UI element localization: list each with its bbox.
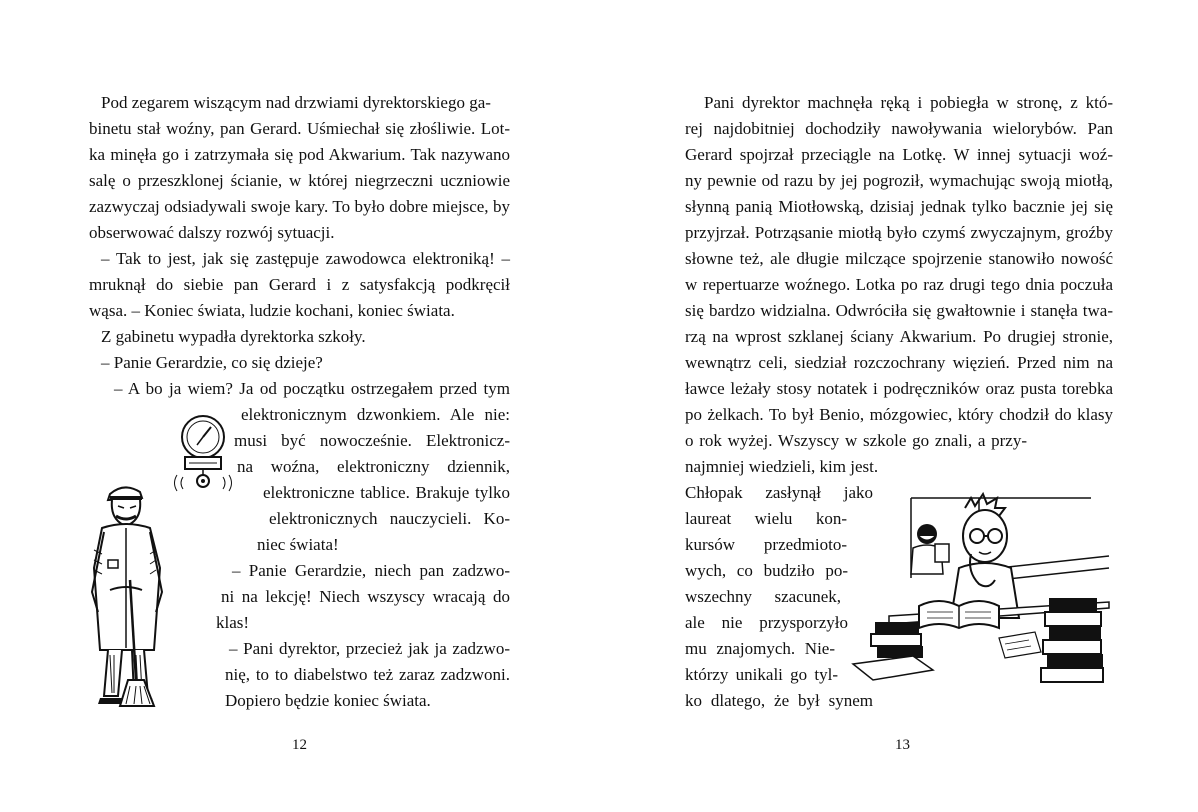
left-line-17: elektronicznych nauczycieli. Ko- [269,509,510,528]
left-line-23: nię, to to diabelstwo też zaraz zadzwoni. [225,665,510,684]
right-page [599,0,1198,812]
right-line-17: laureat wielu kon- [685,509,847,528]
right-line-13: po żelkach. To był Benio, mózgowiec, który chodził do klasy [685,405,1113,424]
right-line-24: ko dlatego, że był synem [685,691,873,710]
left-line-7: – Tak to jest, jak się zastępuje zawodowca elektroniką! – [101,249,510,268]
right-line-11: wewnątrz celi, siedział rozczochrany więzień. Przed nim na [685,353,1113,372]
right-line-19: wych, co budziło po- [685,561,848,580]
right-line-20: wszechny szacunek, [685,587,841,606]
right-line-3: Gerard spojrzał przeciągle na Lotkę. W innej sytuacji woź- [685,145,1113,164]
student-with-books-illustration [849,488,1111,698]
left-line-19: – Panie Gerardzie, niech pan zadzwo- [232,561,510,580]
left-line-1: Pod zegarem wiszącym nad drzwiami dyrektorskiego ga- [101,93,491,112]
right-line-21: ale nie przysporzyło [685,613,848,632]
left-line-9: wąsa. – Koniec świata, ludzie kochani, koniec świata. [89,301,455,320]
left-line-16: elektroniczne tablice. Brakuje tylko [263,483,510,502]
left-line-21: klas! [216,613,250,632]
left-line-13: elektronicznym dzwonkiem. Ale nie: [241,405,510,424]
left-line-4: salę o przeszklonej ścianie, w której niegrzeczni uczniowie [89,171,510,190]
right-line-15: najmniej wiedzieli, kim jest. [685,457,879,476]
right-line-5: słynną panią Miotłowską, dzisiaj jednak tylko bacznie jej się [685,197,1113,216]
page-number-left: 12 [292,737,307,753]
right-line-22: mu znajomych. Nie- [685,639,835,658]
right-line-4: ny pewnie od razu by jej pogroził, wymachując swoją miotłą, [685,171,1113,190]
right-line-18: kursów przedmioto- [685,535,847,554]
right-line-7: słowne też, ale długie milczące spojrzenie stanowiło nowość [685,249,1113,268]
right-line-8: w repertuarze woźnego. Lotka po raz drugi tego dnia poczuła [685,275,1113,294]
left-line-8: mruknął do siebie pan Gerard i z satysfakcją podkręcił [89,275,510,294]
right-line-1: Pani dyrektor machnęła ręką i pobiegła w stronę, z któ- [704,93,1113,112]
right-line-10: rzą na wprost szklanej ściany Akwarium. Po drugiej stronie, [685,327,1113,346]
left-line-12: – A bo ja wiem? Ja od początku ostrzegałem przed tym [114,379,510,398]
right-line-14: o rok wyżej. Wszyscy w szkole go znali, a przy- [685,431,1027,450]
left-line-6: obserwować dalszy rozwój sytuacji. [89,223,335,242]
page-number-right: 13 [895,737,910,753]
left-line-20: ni na lekcję! Niech wszyscy wracają do [221,587,510,606]
left-line-5: zazwyczaj odsiadywali swoje kary. To było dobre miejsce, by [89,197,510,216]
left-line-14: musi być nowocześnie. Elektronicz- [234,431,510,450]
left-line-11: – Panie Gerardzie, co się dzieje? [101,353,323,372]
right-line-16: Chłopak zasłynął jako [685,483,873,502]
right-line-23: którzy unikali go tyl- [685,665,838,684]
left-line-22: – Pani dyrektor, przecież jak ja zadzwo- [229,639,510,658]
right-line-2: rej najdobitniej dochodziły nawoływania wielorybów. Pan [685,119,1113,138]
left-line-3: ka minęła go i zatrzymała się pod Akwarium. Tak nazywano [89,145,510,164]
left-line-15: na woźna, elektroniczny dziennik, [237,457,510,476]
right-line-6: przyjrzał. Potrząsanie miotłą było czymś zwyczajnym, groźby [685,223,1113,242]
janitor-illustration [80,480,190,710]
right-line-12: ławce leżały stosy notatek i podręczników oraz pusta torebka [685,379,1113,398]
left-line-24: Dopiero będzie koniec świata. [225,691,431,710]
left-line-2: binetu stał woźny, pan Gerard. Uśmiechał się złośliwie. Lot- [89,119,510,138]
left-line-10: Z gabinetu wypadła dyrektorka szkoły. [101,327,366,346]
right-line-9: się bardzo widzialna. Odwróciła się gwałtownie i stanęła twa- [685,301,1113,320]
left-line-18: niec świata! [257,535,339,554]
